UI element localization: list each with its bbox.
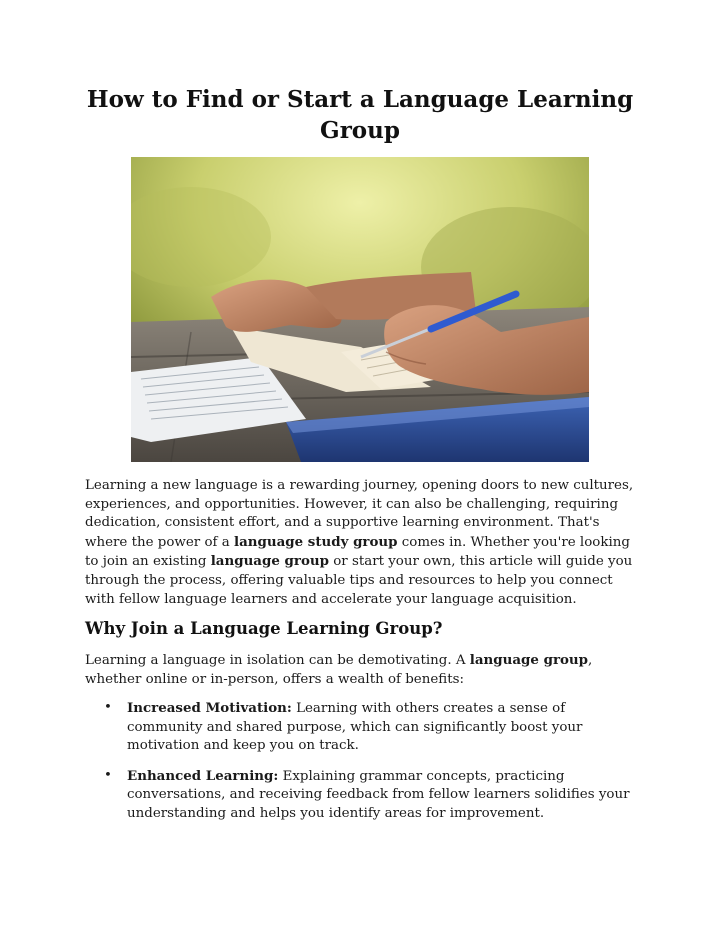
bullet-icon: • [104, 767, 112, 783]
benefits-list [85, 699, 641, 824]
item-label: Enhanced Learning: [127, 767, 279, 784]
item-text: Learning with others creates a sense of community and shared purpose, which can significantly boost your motivation and keep you on track. [127, 701, 583, 754]
section-paragraph: Learning a language in isolation can be demotivating. A language group, whether online or in-person, offers a wealth of benefits: [85, 652, 593, 687]
item-text: Explaining grammar concepts, practicing conversations, and receiving feedback from fellow learners solidifies your understanding and helps you identify areas for improvement. [127, 768, 630, 821]
list-item [85, 699, 641, 756]
bold-phrase: language study group [233, 533, 398, 550]
study-photo [131, 157, 589, 462]
page-title: How to Find or Start a Language Learning Group [86, 86, 634, 144]
bold-phrase: language group [210, 553, 329, 570]
section-heading: Why Join a Language Learning Group? [85, 619, 443, 638]
bullet-icon: • [104, 700, 112, 715]
list-item [85, 767, 641, 824]
item-label: Increased Motivation: [127, 700, 292, 716]
bold-phrase: language group [469, 652, 589, 668]
intro-paragraph: Learning a new language is a rewarding journey, opening doors to new cultures, experiences, and opportunities. However, it can also be challenging, requiring dedication, consistent effort, and a supportive learning environment. That's where the power of a language study group comes in. Whether you're looking to join an existing language group or start your own, this article will guide you through the process, offering valuable tips and resources to help you connect with fellow language learners and accelerate your language acquisition. [85, 478, 634, 607]
